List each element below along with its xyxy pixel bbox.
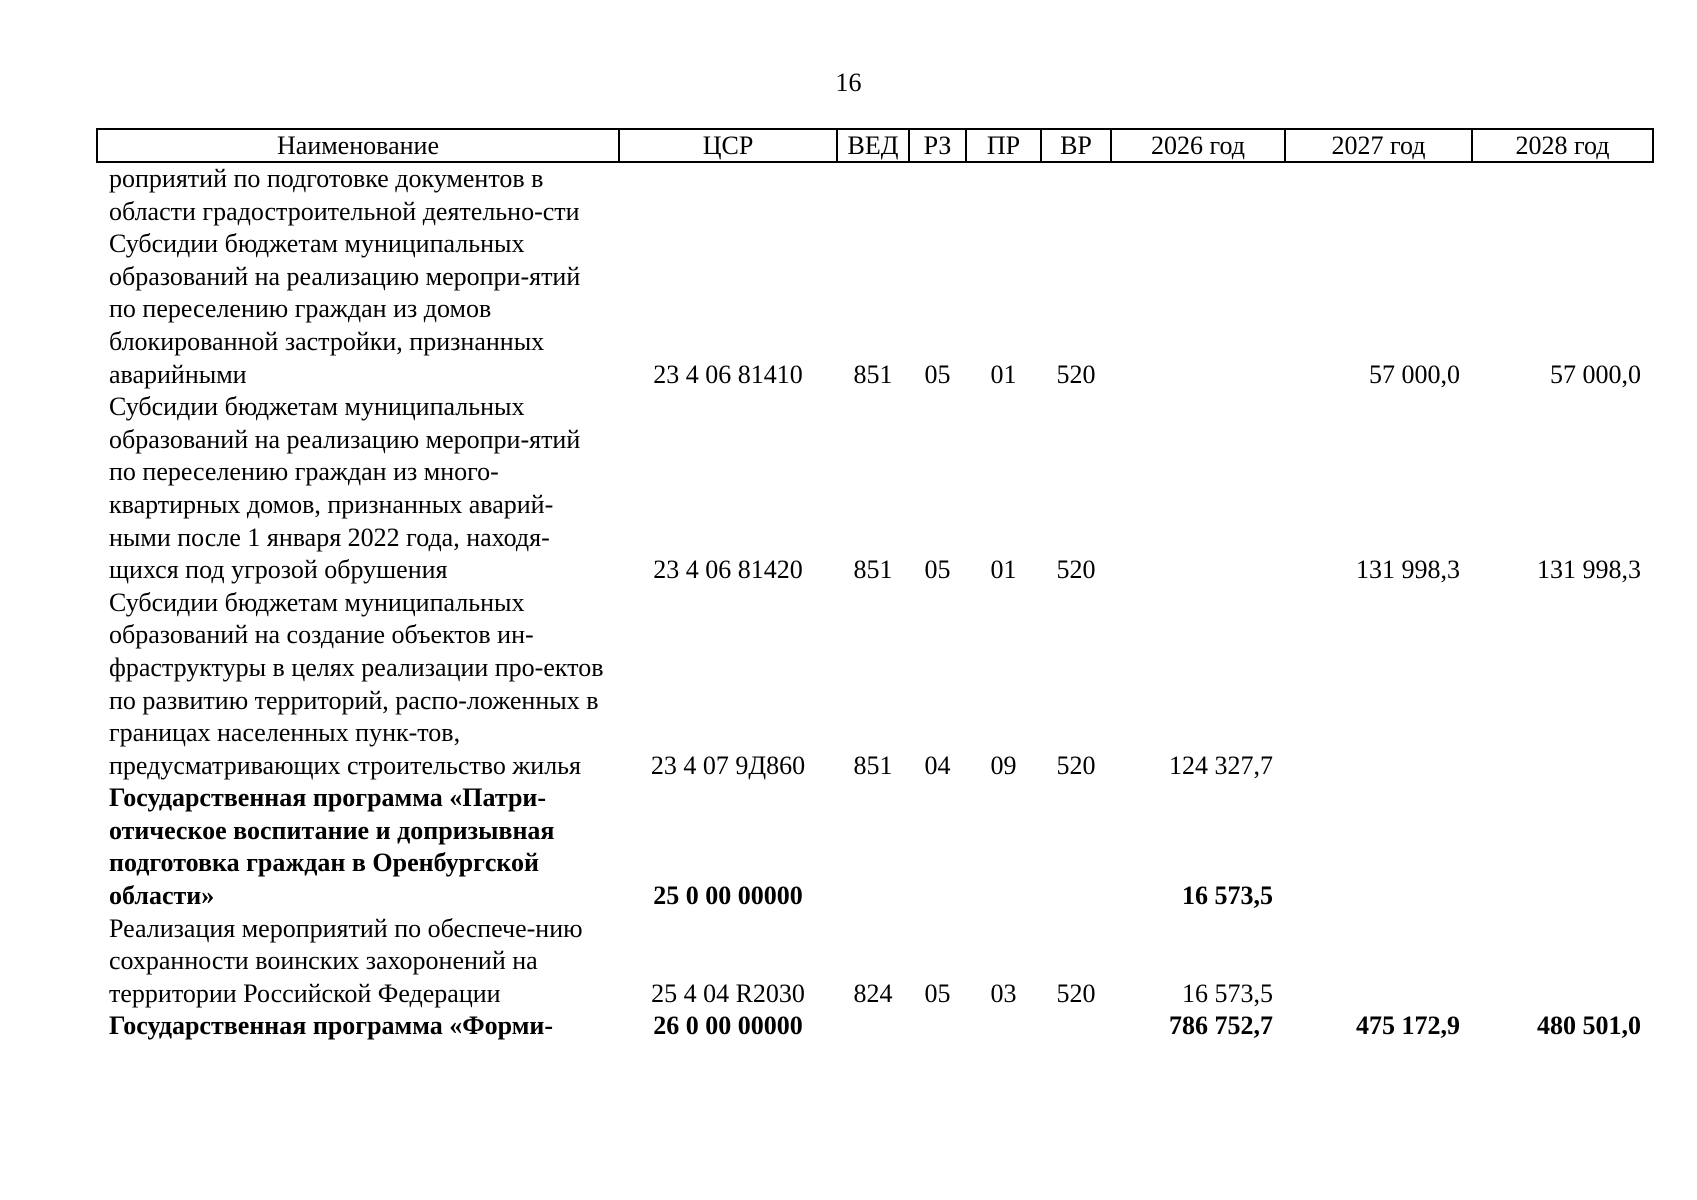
row-ved: 851	[853, 750, 893, 780]
row-csr: 23 4 06 81420	[653, 555, 803, 585]
row-name: Субсидии бюджетам муниципальных образований на создание объектов ин-фраструктуры в целях реализации про-ектов по развитию территорий, распо-ложенных в границах населенных пунк-тов, предусматривающих строительство жилья	[109, 587, 604, 780]
header-ved: ВЕД	[837, 129, 909, 162]
row-2028: 480 501,0	[1537, 1011, 1641, 1041]
row-rz	[909, 162, 966, 228]
page-number: 16	[835, 68, 862, 97]
table-row	[97, 162, 1653, 228]
row-ved	[837, 162, 909, 228]
row-rz	[909, 1010, 966, 1043]
row-pr: 01	[990, 555, 1017, 585]
row-2026	[1111, 162, 1285, 228]
row-ved: 824	[853, 978, 893, 1008]
row-2027	[1285, 162, 1472, 228]
row-ved: 851	[853, 555, 893, 585]
row-pr: 01	[990, 359, 1017, 389]
row-vr	[1041, 1010, 1111, 1043]
row-2027: 131 998,3	[1356, 555, 1460, 585]
table-row-program	[97, 782, 1653, 912]
row-csr: 23 4 06 81410	[653, 359, 803, 389]
row-2026	[1111, 391, 1285, 587]
row-vr	[1041, 162, 1111, 228]
row-name: Субсидии бюджетам муниципальных образований на реализацию меропри-ятий по переселению граждан из много-квартирных домов, признанных аварий-ными после 1 января 2022 года, находя-щихся под угрозой обрушения	[109, 392, 581, 585]
row-2028: 131 998,3	[1537, 555, 1641, 585]
row-rz	[909, 782, 966, 912]
row-2027	[1285, 782, 1472, 912]
header-vr: ВР	[1041, 129, 1111, 162]
row-ved	[837, 1010, 909, 1043]
table-row	[97, 913, 1653, 1011]
row-name: Государственная программа «Форми-	[109, 1011, 554, 1041]
row-csr: 23 4 07 9Д860	[650, 750, 806, 780]
row-name: Субсидии бюджетам муниципальных образований на реализацию меропри-ятий по переселению граждан из домов блокированной застройки, признанных аварийными	[109, 229, 581, 389]
row-2026	[1111, 228, 1285, 391]
row-2026: 16 573,5	[1182, 881, 1273, 911]
table-row	[97, 391, 1653, 587]
header-2028: 2028 год	[1472, 129, 1653, 162]
table-header-row	[97, 129, 1653, 162]
row-2027: 475 172,9	[1356, 1011, 1460, 1041]
row-name: Государственная программа «Патри-отическое воспитание и допризывная подготовка граждан в Оренбургской области»	[109, 783, 555, 911]
header-name: Наименование	[97, 129, 619, 162]
row-rz: 05	[924, 359, 951, 389]
row-rz: 05	[924, 978, 951, 1008]
budget-table	[96, 128, 1654, 1043]
row-2026: 124 327,7	[1169, 750, 1273, 780]
row-pr: 09	[990, 750, 1017, 780]
row-2028	[1472, 913, 1653, 1011]
header-csr: ЦСР	[619, 129, 837, 162]
row-2028	[1472, 782, 1653, 912]
header-2027: 2027 год	[1285, 129, 1472, 162]
row-ved	[837, 782, 909, 912]
row-2028: 57 000,0	[1550, 359, 1641, 389]
row-vr: 520	[1056, 978, 1096, 1008]
row-2027	[1285, 587, 1472, 783]
row-name: роприятий по подготовке документов в области градостроительной деятельно-сти	[109, 164, 580, 226]
table-row	[97, 228, 1653, 391]
row-2027: 57 000,0	[1369, 359, 1460, 389]
row-2026: 786 752,7	[1169, 1011, 1273, 1041]
row-pr	[966, 782, 1041, 912]
header-pr: ПР	[966, 129, 1041, 162]
row-rz: 05	[924, 555, 951, 585]
header-2026: 2026 год	[1111, 129, 1285, 162]
row-2028	[1472, 162, 1653, 228]
header-rz: РЗ	[909, 129, 966, 162]
row-vr: 520	[1056, 359, 1096, 389]
table-row	[97, 587, 1653, 783]
row-csr: 25 0 00 00000	[653, 881, 803, 911]
row-rz: 04	[924, 750, 951, 780]
row-ved: 851	[853, 359, 893, 389]
row-csr: 26 0 00 00000	[653, 1011, 803, 1041]
table-row-program	[97, 1010, 1653, 1043]
row-pr	[966, 162, 1041, 228]
row-pr: 03	[990, 978, 1017, 1008]
row-vr: 520	[1056, 750, 1096, 780]
row-name: Реализация мероприятий по обеспече-нию сохранности воинских захоронений на территории Российской Федерации	[109, 913, 583, 1008]
row-2027	[1285, 913, 1472, 1011]
row-csr	[619, 162, 837, 228]
row-pr	[966, 1010, 1041, 1043]
row-csr: 25 4 04 R2030	[651, 978, 805, 1008]
row-vr: 520	[1056, 555, 1096, 585]
row-2028	[1472, 587, 1653, 783]
row-2026: 16 573,5	[1182, 978, 1273, 1008]
row-vr	[1041, 782, 1111, 912]
